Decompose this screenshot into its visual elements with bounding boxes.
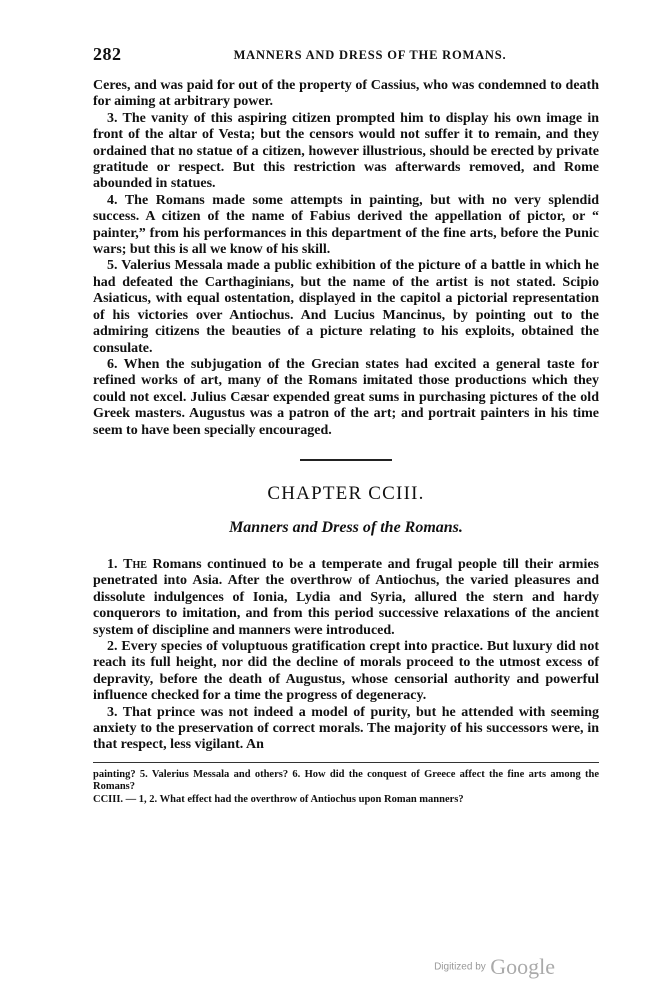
footnotes	[93, 769, 599, 806]
paragraph-number: 1.	[107, 556, 118, 572]
section-divider	[300, 459, 392, 461]
footnote-divider	[93, 762, 599, 763]
digitized-watermark	[434, 954, 555, 980]
running-head: MANNERS AND DRESS OF THE ROMANS.	[233, 48, 507, 62]
chapter-paragraph-3: 3. That prince was not indeed a model of purity, but he attended with seeming anxiety to the preservation of correct morals. The majority of his successors were, in that respect, less vigilant. An	[93, 704, 599, 753]
page-number: 282	[93, 44, 122, 64]
page-header	[93, 44, 599, 68]
paragraph-continued: Ceres, and was paid for out of the property of Cassius, who was condemned to death for aiming at arbitrary power.	[93, 78, 599, 110]
paragraph-6: 6. When the subjugation of the Grecian states had excited a general taste for refined works of art, many of the Romans imitated those productions which they could not excel. Julius Cæsar expended great sums in purchasing pictures of the old Greek masters. Augustus was a patron of the art; and portrait painters in his time seem to have been specially encouraged.	[93, 356, 599, 438]
footnote-line: painting? 5. Valerius Messala and others? 6. How did the conquest of Greece affect the fine arts among the Romans?	[93, 768, 599, 793]
watermark-prefix: Digitized by	[434, 961, 486, 973]
chapter-subtitle: Manners and Dress of the Romans.	[229, 518, 463, 536]
paragraph-3: 3. The vanity of this aspiring citizen prompted him to display his own image in front of the altar of Vesta; but the censors would not suffer it to remain, and they ordained that no statue of a citizen, however illustrious, should be erected by private gratitude or respect. But this restriction was afterwards removed, and Rome abounded in statues.	[93, 110, 599, 192]
paragraph-text: Romans continued to be a temperate and frugal people till their armies penetrated into Asia. After the overthrow of Antiochus, the varied pleasures and dissolute indulgences of Ionia, Lydia and Syria, allured the stern and hardy conquerors to imitation, and from this period successive relaxations of the ancient system of discipline and manners were introduced.	[93, 556, 599, 638]
spacer	[93, 537, 599, 557]
lead-word: The	[123, 556, 147, 572]
google-logo: Google	[490, 954, 555, 979]
chapter-paragraph-2: 2. Every species of voluptuous gratification crept into practice. But luxury did not reach its full height, nor did the decline of morals proceed to the utmost excess of depravity, before the death of Augustus, whose censorial authority and powerful influence checked for a time the progress of degeneracy.	[93, 638, 599, 704]
page-body	[93, 78, 599, 806]
chapter-title: CHAPTER CCIII.	[267, 482, 425, 504]
paragraph-4: 4. The Romans made some attempts in painting, but with no very splendid success. A citizen of the name of Fabius derived the appellation of pictor, or “ painter,” from his performances in this department of the fine arts, before the Punic wars; but this is all we know of his skill.	[93, 192, 599, 258]
chapter-paragraph-1	[93, 557, 599, 639]
paragraph-5: 5. Valerius Messala made a public exhibition of the picture of a battle in which he had defeated the Carthaginians, but the name of the artist is not stated. Scipio Asiaticus, with equal ostentation, displayed in the capitol a pictorial representation of his victories over Antiochus. And Lucius Mancinus, by pointing out to the admiring citizens the beauties of a picture relating to his exploits, obtained the consulate.	[93, 258, 599, 356]
footnote-line: CCIII. — 1, 2. What effect had the overthrow of Antiochus upon Roman manners?	[93, 793, 464, 805]
